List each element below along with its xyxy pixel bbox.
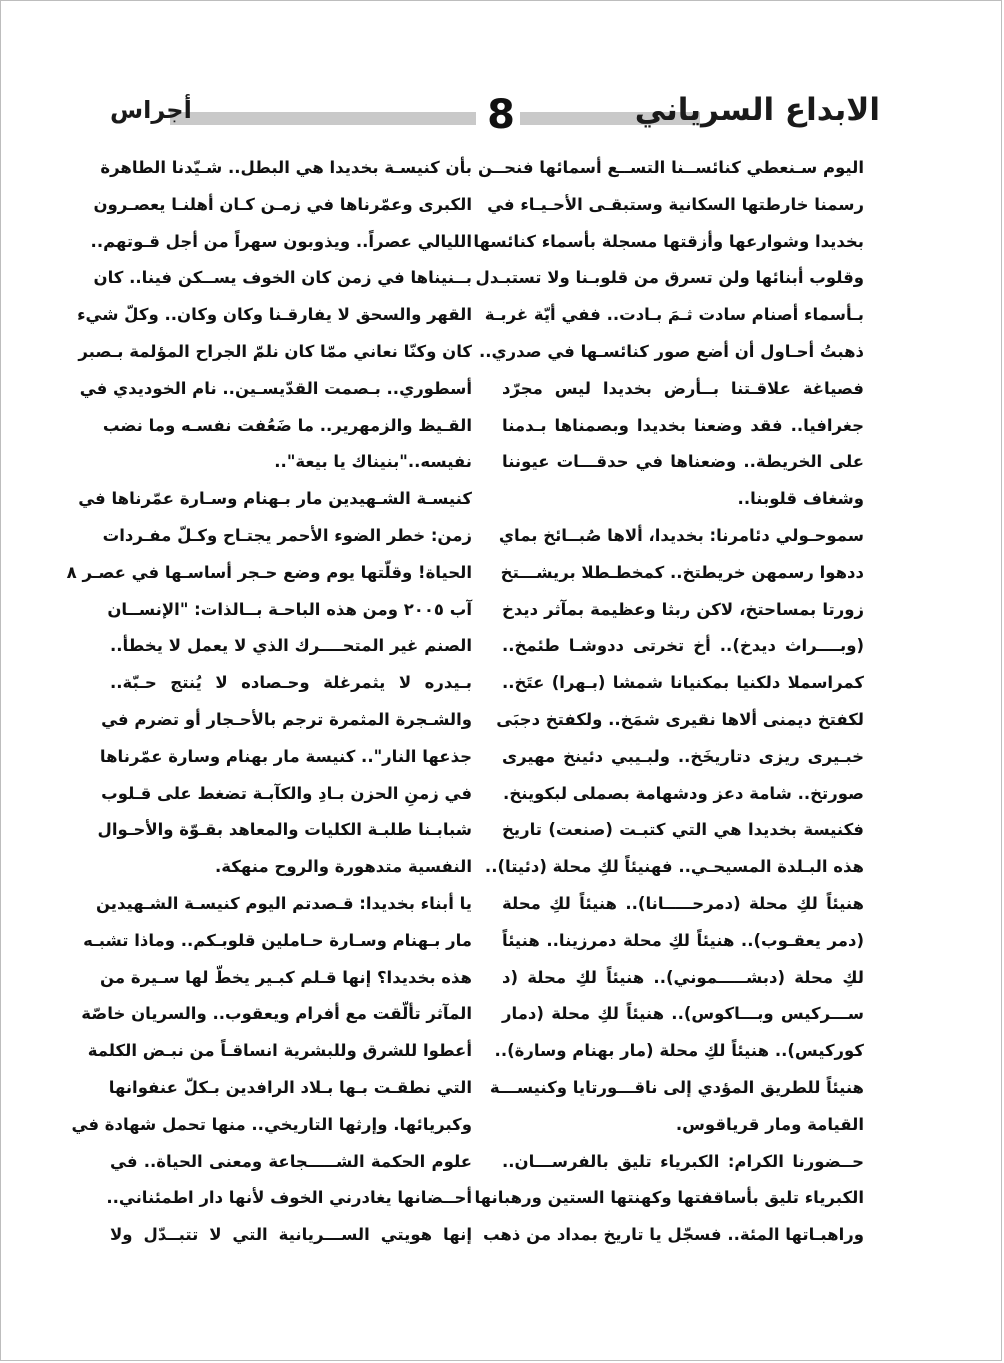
text-line: وقلوب أبنائها ولن تسرق من قلوبـنا ولا تستبـدل [475,268,864,288]
page-number: 8 [487,92,515,138]
text-line: بـأسماء أصنام سادت ثـمَ بـادت.. ففي أيّة غربـة [484,305,864,325]
text-line: القيامة ومار قرياقوس. [675,1114,864,1134]
text-line: ســـركيس وبـــاكوس).. هنيئاً لكِ محلة (دمار [502,1004,864,1024]
text-line: اليوم سـنعطي كنائســنا التســع أسمائها فنحــن [477,158,864,177]
text-line: (دمر يعقـوب).. هنيئاً لكِ محلة دمرزينا.. هنيئاً [502,930,864,950]
text-line: زمن: خطر الضوء الأحمر يجتـاح وكـلّ مفـردات [102,525,472,545]
text-line: آب ٢٠٠٥ ومن هذه الباحـة بــالذات: "الإنســان [107,599,472,619]
text-line: جذعها النار".. كنيسة مار بهنام وسارة عمّرناها [99,746,472,766]
text-line: الكبرياء تليق بأساقفتها وكهنتها الستين ورهبانها [474,1188,864,1208]
text-line: زورتا بمساحتخ، لاكن ربثا وعظيمة بمآثر ديدخ [502,599,864,619]
text-line: المآثر تألّقت مع أفرام ويعقوب.. والسريان خاصّة [81,1004,472,1024]
text-line: كنيسـة الشـهيدين مار بـهنام وسـارة عمّرناها في [78,489,472,509]
magazine-title: الابداع السرياني [634,92,880,128]
text-line: لكفتخ ديمنى ألاها نقيرى شمَخ.. ولكفتخ دجبَى [496,709,864,729]
text-line: كان وكنّا نعاني ممّا كان نلمّ الجراح المؤلمة بـصبر [78,341,472,361]
text-line: رسمنا خارطتها السكانية وستبقـى الأحـيـاء في [487,194,864,214]
text-line: صورتخ.. شامة دعز ودشهامة بصملى لبكوينخ. [503,783,864,803]
text-line: على الخريطة.. وضعناها في حدقـــات عيوننا [502,452,864,472]
section-title: أجراس [110,96,192,124]
text-line: القـيظ والزمهرير.. ما ضَعُفت نفسـه وما نضب [102,415,472,435]
text-line: لكِ محلة (دبشـــــموني).. هنيئاً لكِ محلة (د [502,967,864,987]
text-line: بأن كنيسـة بخديدا هي البطل.. شـيّدنا الطاهرة [100,158,472,177]
text-line: ذهبتُ أحـاول أن أضع صور كنائسـها في صدري.. [478,341,864,361]
text-line: وشغاف قلوبنا.. [737,489,864,509]
text-line: علوم الحكمة الشـــــجاعة ومعنى الحياة.. في [110,1151,472,1171]
text-line: بــنيناها في زمن كان الخوف يســكن فينا.. كان [93,268,472,288]
text-line: الكبرى وعمّرناها في زمـن كـان أهلنـا يعصـرون [93,194,472,214]
text-line: والشـجرة المثمرة ترجم بالأحـجار أو تضرم في [101,709,472,729]
text-line: ددهوا رسمهن خريطتخ.. كمخطـطلا بريشـــتخ [500,562,864,582]
text-line: في زمنِ الحزن بـادِ والكآبـة تضغط على قـلوب [101,783,472,803]
text-column-left [66,150,472,1254]
text-line: أعطوا للشرق وللبشرية انساقـاً من نبـض الكلمة [87,1041,472,1061]
text-line: وكبريائها. وإرثها التاريخي.. منها تحمل شهادة في [71,1114,472,1134]
text-column-right [473,150,864,1254]
text-line: سموحـولي دئامرنا: بخديدا، ألاها صُبــائخ بماي [498,525,864,545]
text-line: هنيئاً لكِ محلة (دمرحـــــانا).. هنيئاً لكِ محلة [502,893,864,913]
text-line: الليالي عصراً.. ويذوبون سهراً من أجل قـوتهم.. [90,231,472,251]
text-line: بـيدره لا يثمرغلة وحـصاده لا يُنتج حـبّة.. [110,673,472,693]
text-line: بخديدا وشوارعها وأزقتها مسجلة بأسماء كنائسها [473,231,864,251]
text-line: يا أبناء بخديدا: قـصدتم اليوم كنيسـة الشـهيدين [95,893,472,913]
text-line: نفيسه.."بنيناك يا بيعة".. [274,452,472,472]
text-line: الصنم غير المتحــــرك الذي لا يعمل لا يخطأ.. [110,636,472,656]
text-line: كوركيس).. هنيئاً لكِ محلة (مار بهنام وسارة).. [494,1041,864,1061]
text-line: أسطوري.. بـصمت القدّيسـين.. نام الخوديدي في [79,378,472,398]
text-line: التي نطقـت بـها بـلاد الرافدين بـكلّ عنفوانها [108,1077,472,1097]
text-line: القهر والسحق لا يفارقـنا وكان وكان.. وكلّ شيء [77,305,472,325]
text-line: كمراسملا دلكنيا بمكنيانا شمشا (بـهرا) عتَخ.. [502,673,864,693]
text-line: مار بـهنام وسـارة حـاملين قلوبـكم.. وماذا تشبـه [83,930,472,950]
text-line: هذه بخديدا؟ إنها قـلم كبـير يخطّ لها سـيرة من [100,967,472,987]
text-line: النفسية متدهورة والروح منهكة. [215,857,472,877]
text-line: حــضورنا الكرام: الكبرياء تليق بالفرســـان.. [502,1151,864,1171]
text-line: أحــضانها يغادرني الخوف لأنها دار اطمئناني.. [106,1188,472,1208]
text-line: خبـيرى ريزى دتاريخَخ.. ولبـيبي دئينخ مهيرى [502,746,864,766]
text-line: إنها هويتي الســـريانية التي لا تتبــدّل ولا [110,1225,472,1245]
text-line: هذه البـلدة المسيحـي.. فهنيئاً لكِ محلة (دئيتا).. [484,857,864,877]
text-line: (وبــــراث ديدخ).. أخ تخرتى ددوشـا طئمخ.. [502,636,864,656]
text-line: جغرافيا.. فقد وضعنا بخديدا وبصمناها بـدمنا [502,415,864,435]
text-line: هنيئاً للطريق المؤدي إلى ناقـــورتايا وكنيســـة [489,1077,864,1097]
page-header [0,0,1004,150]
text-line: الحياة! وقلّتها يوم وضع حـجر أساسـها في عصـر ٨ [66,562,472,582]
text-line: فصياغة علاقـتنا بــأرض بخديدا ليس مجرّد [502,378,864,398]
text-line: فكنيسة بخديدا هي التي كتبـت (صنعت) تاريخ [502,820,864,840]
text-line: وراهبـاتها المئة.. فسجّل يا تاريخ بمداد من ذهب [482,1225,864,1245]
header-bar-left [170,112,476,125]
text-line: شبابـنا طلبـة الكليات والمعاهد بقـوّة والأحـوال [97,820,472,840]
